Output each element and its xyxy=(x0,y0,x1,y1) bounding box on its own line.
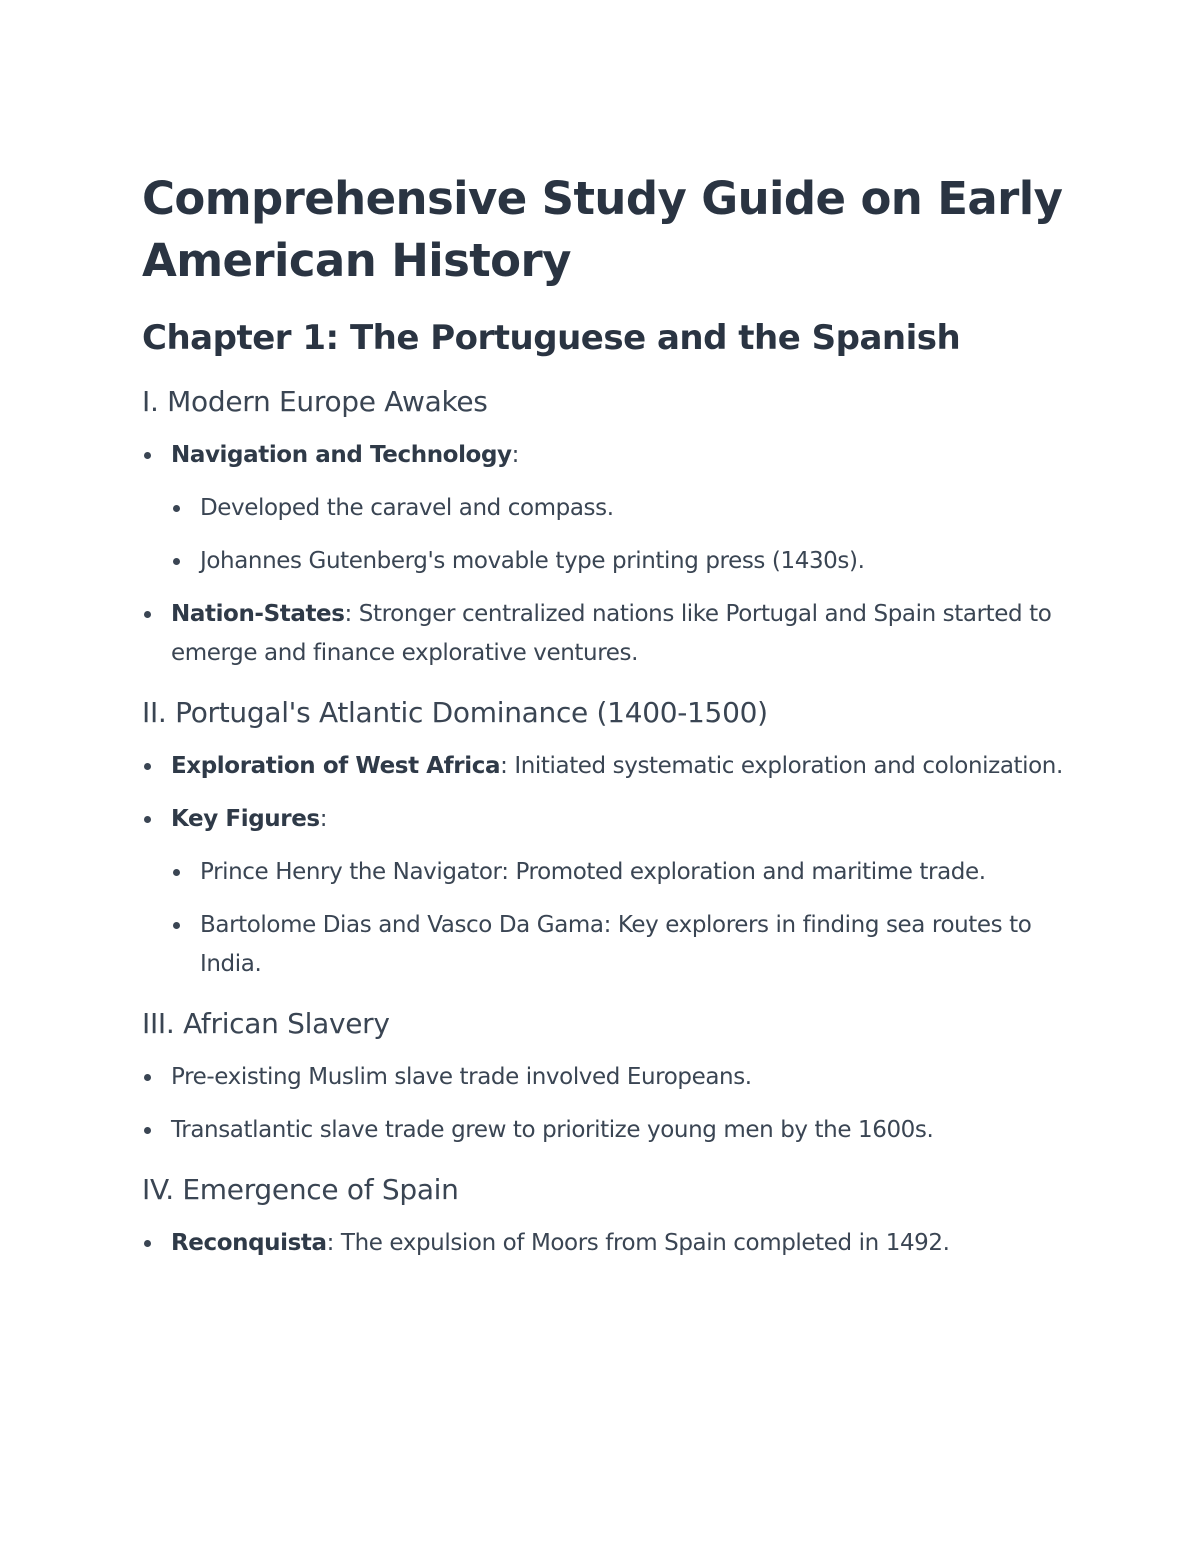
bullet-icon xyxy=(173,558,180,565)
item-text: : xyxy=(511,442,519,468)
sub-list-item xyxy=(171,853,1072,892)
list-item xyxy=(142,1058,1072,1097)
sub-list-item xyxy=(171,489,1072,528)
bullet-icon xyxy=(144,816,151,823)
bullet-icon xyxy=(144,452,151,459)
bullet-icon xyxy=(144,611,151,618)
item-text: : Initiated systematic exploration and colonization. xyxy=(500,753,1063,779)
sub-list-item xyxy=(171,906,1072,984)
document-page xyxy=(142,168,1072,1277)
sub-item-text: Johannes Gutenberg's movable type printing press (1430s). xyxy=(200,548,865,574)
sub-item-text: Prince Henry the Navigator: Promoted exploration and maritime trade. xyxy=(200,859,986,885)
list-item xyxy=(142,747,1072,786)
list-item xyxy=(142,1111,1072,1150)
bullet-icon xyxy=(144,1127,151,1134)
bullet-list xyxy=(142,436,1072,673)
sub-item-text: Bartolome Dias and Vasco Da Gama: Key explorers in finding sea routes to India. xyxy=(200,912,1032,977)
item-term: Exploration of West Africa xyxy=(171,753,501,779)
section-heading: III. African Slavery xyxy=(142,1007,390,1040)
list-item xyxy=(142,800,1072,984)
item-text: : xyxy=(319,806,328,832)
item-text: : The expulsion of Moors from Spain completed in 1492. xyxy=(326,1230,950,1256)
bullet-list xyxy=(142,747,1072,984)
item-text: Pre-existing Muslim slave trade involved Europeans. xyxy=(171,1064,752,1090)
chapter-heading: Chapter 1: The Portuguese and the Spanish xyxy=(142,318,961,358)
sub-bullet-list xyxy=(171,853,1072,984)
bullet-icon xyxy=(173,922,180,929)
bullet-icon xyxy=(173,869,180,876)
list-item xyxy=(142,1224,1072,1263)
section-heading: II. Portugal's Atlantic Dominance (1400-1500) xyxy=(142,696,768,729)
sub-item-text: Developed the caravel and compass. xyxy=(200,495,614,521)
bullet-icon xyxy=(144,1240,151,1247)
bullet-icon xyxy=(144,763,151,770)
list-item xyxy=(142,436,1072,581)
item-term: Navigation and Technology xyxy=(171,442,512,468)
sub-list-item xyxy=(171,542,1072,581)
sub-bullet-list xyxy=(171,489,1072,581)
document-title: Comprehensive Study Guide on Early American History xyxy=(142,172,1063,287)
list-item xyxy=(142,595,1072,673)
bullet-list xyxy=(142,1224,1072,1263)
item-term: Nation-States xyxy=(171,601,345,627)
section-heading: I. Modern Europe Awakes xyxy=(142,385,488,418)
bullet-icon xyxy=(173,505,180,512)
item-text: : Stronger centralized nations like Portugal and Spain started to emerge and finance explorative ventures. xyxy=(171,601,1052,666)
bullet-list xyxy=(142,1058,1072,1150)
item-text: Transatlantic slave trade grew to prioritize young men by the 1600s. xyxy=(171,1117,934,1143)
item-term: Key Figures xyxy=(171,806,320,832)
bullet-icon xyxy=(144,1074,151,1081)
section-heading: IV. Emergence of Spain xyxy=(142,1173,459,1206)
item-term: Reconquista xyxy=(171,1230,327,1256)
